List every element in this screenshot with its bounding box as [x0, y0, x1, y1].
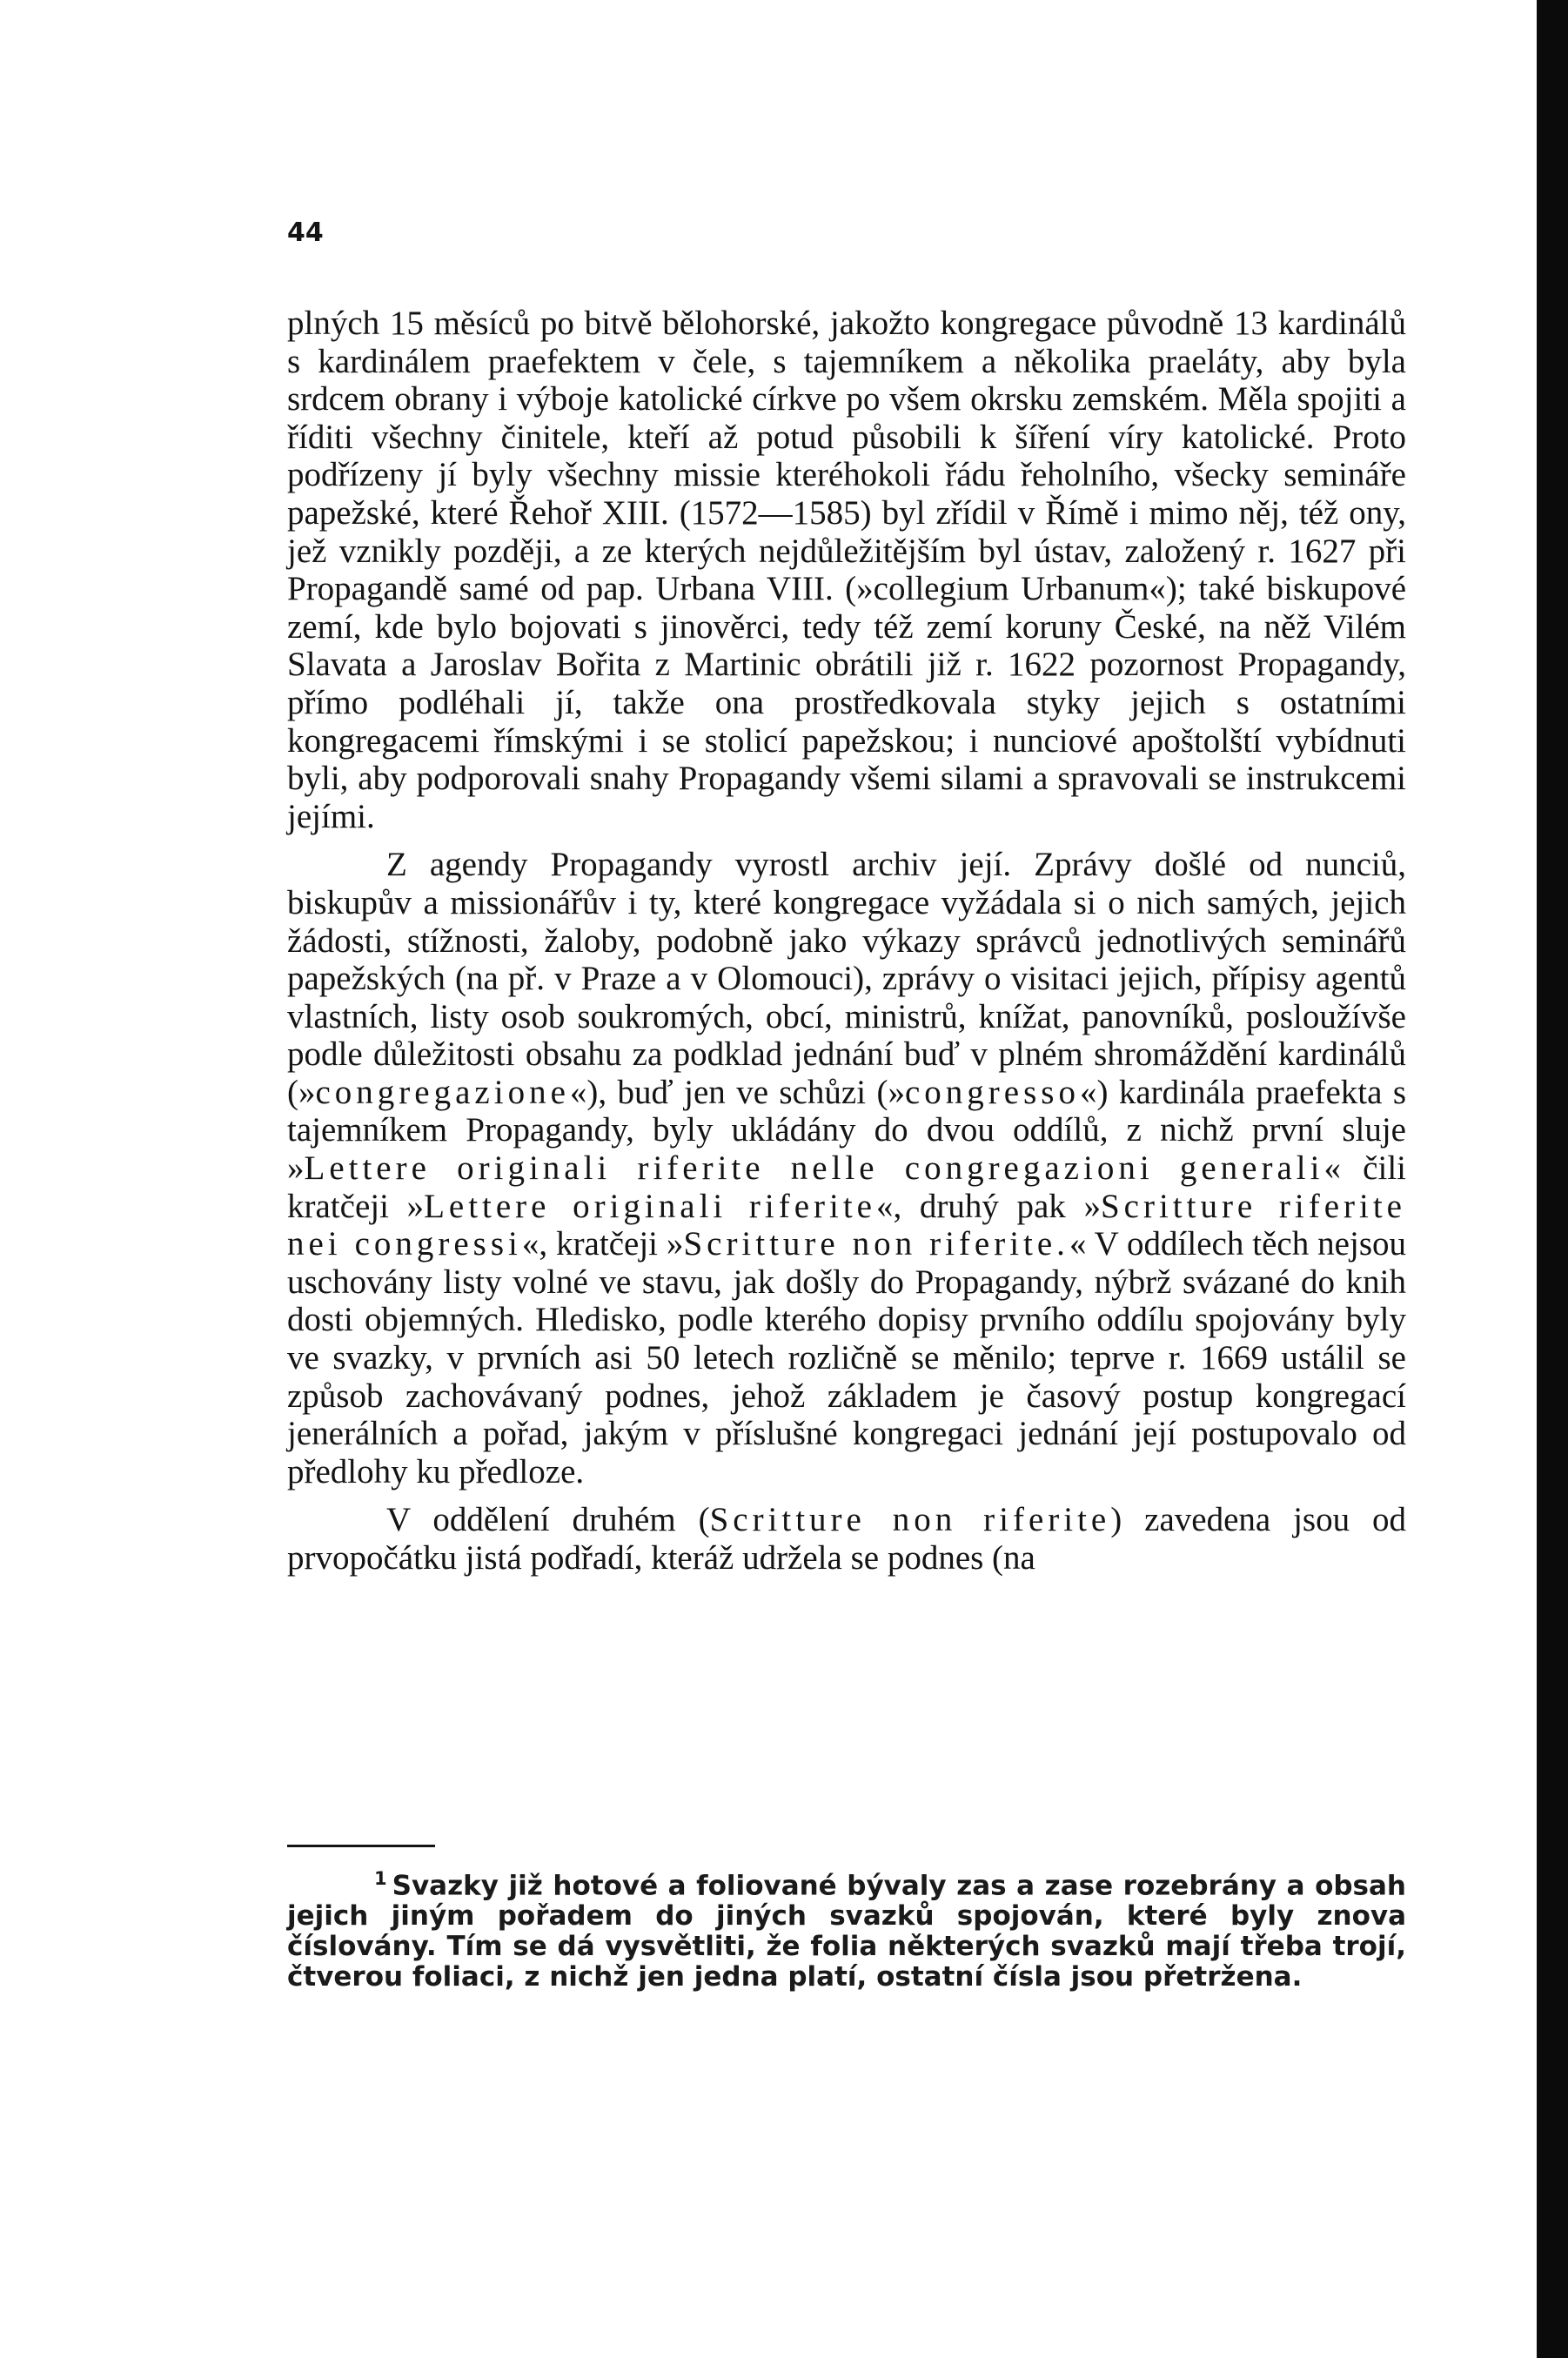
scan-page-edge [1537, 0, 1568, 2358]
paragraph-2-part-2: «), buď jen ve schůzi (» [569, 1073, 905, 1111]
body-text [287, 305, 1406, 1578]
paragraph-2-part-1: Z agendy Propagandy vyrostl archiv její. Zprávy došlé od nunciů, biskupův a missionářův i ty, které kongregace vyžádala si o nich samých, jejich žádosti, stížnosti, žaloby, podobně jako výkazy správců jednotlivých seminářů papežských (na př. v Praze a v Olomouci), zprávy o visitaci jejich, přípisy agentů vlastních, listy osob soukromých, obcí, ministrů, knížat, panovníků, posloužívše podle důležitosti obsahu za podklad jednání buď v plném shromáždění kardinálů (» [287, 846, 1406, 1111]
paragraph-3-part-1: V oddělení druhém ( [386, 1501, 710, 1539]
term-congresso: congresso [904, 1073, 1080, 1111]
paragraph-2-part-5: «, druhý pak » [875, 1187, 1101, 1225]
term-scritture-non-riferite-2: Scritture non riferite [709, 1501, 1111, 1539]
term-lettere-originali-riferite: Lettere originali riferite [424, 1187, 876, 1225]
paragraph-3-part-2: ) zavedena jsou od prvopočátku jistá podřadí, kteráž udržela se podnes (na [287, 1501, 1406, 1577]
term-scritture-non-riferite: Scritture non riferite. [683, 1225, 1069, 1263]
page-number: 44 [287, 218, 324, 248]
paragraph-2-part-6: «, kratčeji » [521, 1225, 684, 1263]
term-lettere-originali-riferite-nelle-congregazioni-generali: Lettere originali riferite nelle congregazioni generali [304, 1149, 1324, 1188]
footnote-marker: 1 [374, 1868, 387, 1889]
term-congregazione: congregazione [315, 1073, 570, 1111]
paragraph-2-part-7: « V oddílech těch nejsou uschovány listy volné ve stavu, jak došly do Propagandy, nýbrž svázané do knih dosti objemných. Hledisko, podle kterého dopisy prvního oddílu spojovány byly ve svazky, v prvních asi 50 letech rozličně se měnilo; teprve r. 1669 ustálil se způsob zachovávaný podnes, jehož základem je časový postup kongregací jenerálních a pořad, jakým v příslušné kongregaci jednání její postupovalo od předlohy ku předloze. [287, 1225, 1406, 1490]
footnote-text: Svazky již hotové a foliované bývaly zas a zase rozebrány a obsah jejich jiným pořadem do jiných svazků spojován, které byly znova číslovány. Tím se dá vysvětliti, že folia některých svazků mají třeba trojí, čtverou foliaci, z nichž jen jedna platí, ostatní čísla jsou přetržena. [287, 1870, 1406, 1993]
paragraph-2-part-3: «) kardinála praefekta s tajemníkem Propagandy, byly ukládány do dvou oddílů, z nichž první sluje » [287, 1073, 1406, 1188]
paragraph-2-part-4: « čili kratčeji » [287, 1149, 1406, 1225]
term-scritture-riferite-nei-congressi: Scritture riferite nei congressi [287, 1187, 1406, 1263]
paragraph-1: plných 15 měsíců po bitvě bělohorské, jakožto kongregace původně 13 kardinálů s kardinálem praefektem v čele, s tajemníkem a několika praeláty, aby byla srdcem obrany i výboje katolické církve po všem okrsku zemském. Měla spojiti a říditi všechny činitele, kteří až potud působili k šíření víry katolické. Proto podřízeny jí byly všechny missie kteréhokoli řádu řeholního, všecky semináře papežské, které Řehoř XIII. (1572—1585) byl zřídil v Římě i mimo něj, též ony, jež vznikly později, a ze kterých nejdůležitějším byl ústav, založený r. 1627 při Propagandě samé od pap. Urbana VIII. (»collegium Urbanum«); také biskupové zemí, kde bylo bojovati s jinověrci, tedy též zemí koruny České, na něž Vilém Slavata a Jaroslav Bořita z Martinic obrátili již r. 1622 pozornost Propagandy, přímo podléhali jí, takže ona prostředkovala styky jejich s ostatními kongregacemi římskými i se stolicí papežskou; i nunciové apoštolští vybídnuti byli, aby podporovali snahy Propagandy všemi silami a spravovali se instrukcemi jejími. [287, 305, 1406, 835]
paragraph-3 [287, 1501, 1406, 1577]
footnote-divider [287, 1845, 435, 1847]
footnote [287, 1864, 1406, 1993]
paragraph-2 [287, 846, 1406, 1490]
